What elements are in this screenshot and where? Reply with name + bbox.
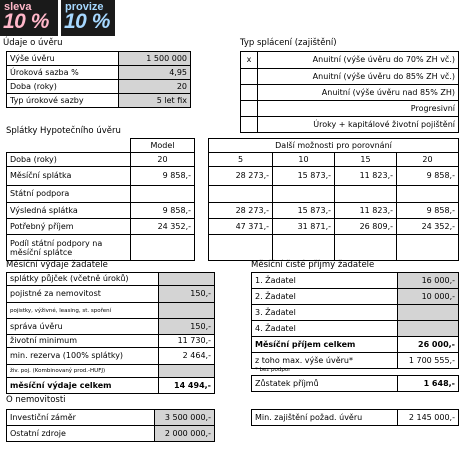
loan-amount-input[interactable]: 1 500 000 [119, 52, 191, 66]
compare-term: 10 [273, 153, 335, 167]
installment-row-label: Doba (roky) [7, 153, 131, 167]
property-label: Ostatní zdroje [7, 426, 155, 442]
installment-row-label: Výsledná splátka [7, 203, 131, 219]
model-support-share [131, 235, 195, 261]
income-remainder-table [251, 375, 459, 392]
expenses-section-title: Měsíční výdaje žadatele [6, 260, 108, 270]
repayment-option-annuity-85[interactable]: Anuitní (výše úvěru do 85% ZH vč.) [258, 69, 459, 85]
min-security-table [251, 409, 459, 426]
max-loan-label: z toho max. výše úvěru* [252, 353, 398, 369]
compare-term: 20 [397, 153, 459, 167]
investment-plan-input[interactable]: 3 500 000,- [155, 410, 215, 426]
income-applicant-3-input[interactable] [398, 305, 459, 321]
loan-term-input[interactable]: 20 [119, 80, 191, 94]
max-loan-value: 1 700 555,- [398, 353, 459, 369]
loan-amount-label: Výše úvěru [7, 52, 119, 66]
compare-required-income: 24 352,- [397, 219, 459, 235]
compare-required-income: 26 809,- [335, 219, 397, 235]
compare-required-income: 31 871,- [273, 219, 335, 235]
repayment-option-mark[interactable] [241, 101, 258, 117]
expense-loans-input[interactable] [159, 273, 215, 286]
compare-resulting-installment: 9 858,- [397, 203, 459, 219]
property-label: Investiční záměr [7, 410, 155, 426]
min-security-value: 2 145 000,- [398, 410, 459, 426]
repayment-section-title: Typ splácení (zajištění) [240, 38, 337, 48]
expense-label: pojistky, výživné, leasing, st. spoření [7, 303, 159, 319]
min-security-label: Min. zajištění požad. úvěru [252, 410, 398, 426]
repayment-table [240, 51, 459, 133]
expense-living-minimum: 11 730,- [159, 335, 215, 348]
income-applicant-1-input[interactable]: 16 000,- [398, 273, 459, 289]
compare-support-share [209, 235, 273, 261]
income-applicant-4-input[interactable] [398, 321, 459, 337]
compare-required-income: 47 371,- [209, 219, 273, 235]
discount-value: 10 % [3, 10, 49, 33]
income-remainder-label: Zůstatek příjmů [252, 376, 398, 392]
repayment-option-mark[interactable] [241, 117, 258, 133]
income-remainder-value: 1 648,- [398, 376, 459, 392]
income-applicant-label: 4. Žadatel [252, 321, 398, 337]
expense-label: min. rezerva (100% splátky) [7, 348, 159, 365]
installment-row-label: Potřebný příjem [7, 219, 131, 235]
income-applicant-label: 3. Žadatel [252, 305, 398, 321]
comparison-column-header: Další možnosti pro porovnání [209, 139, 459, 153]
expenses-table [6, 272, 215, 394]
expenses-total-label: měsíční výdaje celkem [7, 378, 159, 394]
repayment-option-mark[interactable]: x [241, 52, 258, 69]
income-total-label: Měsíční příjem celkem [252, 337, 398, 353]
expense-label: živ. poj. (Kombinovaný prod.-HUFJ) [7, 365, 159, 378]
compare-term: 5 [209, 153, 273, 167]
compare-support-share [335, 235, 397, 261]
repayment-option-annuity-70[interactable]: Anuitní (výše úvěru do 70% ZH vč.) [258, 52, 459, 69]
model-resulting-installment: 9 858,- [131, 203, 195, 219]
model-state-support [131, 186, 195, 203]
installments-table [6, 138, 459, 261]
expense-label: splátky půjček (včetně úroků) [7, 273, 159, 286]
compare-monthly-installment: 15 873,- [273, 167, 335, 186]
compare-state-support [273, 186, 335, 203]
expense-min-reserve: 2 464,- [159, 348, 215, 365]
expense-label: pojistné za nemovitost [7, 286, 159, 303]
income-applicant-label: 1. Žadatel [252, 273, 398, 289]
income-footnote: * bez podpor [255, 367, 291, 373]
expense-loan-administration-input[interactable]: 150,- [159, 319, 215, 335]
commission-label: provize [65, 1, 104, 13]
compare-resulting-installment: 28 273,- [209, 203, 273, 219]
repayment-option-interest-insurance[interactable]: Úroky + kapitálové životní pojištění [258, 117, 459, 133]
compare-support-share [273, 235, 335, 261]
compare-monthly-installment: 9 858,- [397, 167, 459, 186]
installment-row-label: Měsíční splátka [7, 167, 131, 186]
compare-resulting-installment: 15 873,- [273, 203, 335, 219]
loan-table [6, 51, 191, 108]
compare-term: 15 [335, 153, 397, 167]
installment-row-label: Státní podpora [7, 186, 131, 203]
repayment-option-annuity-over-85[interactable]: Anuitní (výše úvěru nad 85% ZH) [258, 85, 459, 101]
compare-state-support [335, 186, 397, 203]
installment-row-label: Podíl státní podpory na měsíční splátce [7, 235, 131, 261]
model-column-header: Model [131, 139, 195, 153]
expense-label: správa úvěru [7, 319, 159, 335]
income-applicant-2-input[interactable]: 10 000,- [398, 289, 459, 305]
repayment-option-progressive[interactable]: Progresivní [258, 101, 459, 117]
expense-property-insurance-input[interactable]: 150,- [159, 286, 215, 303]
expense-life-insurance-input[interactable] [159, 365, 215, 378]
commission-value: 10 % [64, 10, 110, 33]
expenses-total-value: 14 494,- [159, 378, 215, 394]
property-section-title: O nemovitosti [6, 395, 66, 405]
compare-monthly-installment: 28 273,- [209, 167, 273, 186]
interest-rate-input[interactable]: 4,95 [119, 66, 191, 80]
income-total-value: 26 000,- [398, 337, 459, 353]
model-monthly-installment: 9 858,- [131, 167, 195, 186]
income-section-title: Měsíční čisté příjmy žadatele [251, 260, 375, 270]
installments-section-title: Splátky Hypotečního úvěru [6, 126, 121, 136]
commission-badge [61, 0, 115, 36]
rate-type-label: Typ úrokové sazby [7, 94, 119, 108]
rate-type-select[interactable]: 5 let fix [119, 94, 191, 108]
expense-other-insurance-input[interactable] [159, 303, 215, 319]
loan-section-title: Údaje o úvěru [3, 38, 63, 48]
compare-monthly-installment: 11 823,- [335, 167, 397, 186]
compare-state-support [397, 186, 459, 203]
income-applicant-label: 2. Žadatel [252, 289, 398, 305]
income-table [251, 272, 459, 369]
model-term: 20 [131, 153, 195, 167]
compare-support-share [397, 235, 459, 261]
property-table [6, 409, 215, 442]
repayment-option-mark[interactable] [241, 69, 258, 85]
expense-label: životní minimum [7, 335, 159, 348]
discount-label: sleva [4, 1, 32, 13]
compare-state-support [209, 186, 273, 203]
loan-term-label: Doba (roky) [7, 80, 119, 94]
interest-rate-label: Úroková sazba % [7, 66, 119, 80]
model-required-income: 24 352,- [131, 219, 195, 235]
repayment-option-mark[interactable] [241, 85, 258, 101]
other-sources-input[interactable]: 2 000 000,- [155, 426, 215, 442]
discount-badge [0, 0, 58, 36]
compare-resulting-installment: 11 823,- [335, 203, 397, 219]
